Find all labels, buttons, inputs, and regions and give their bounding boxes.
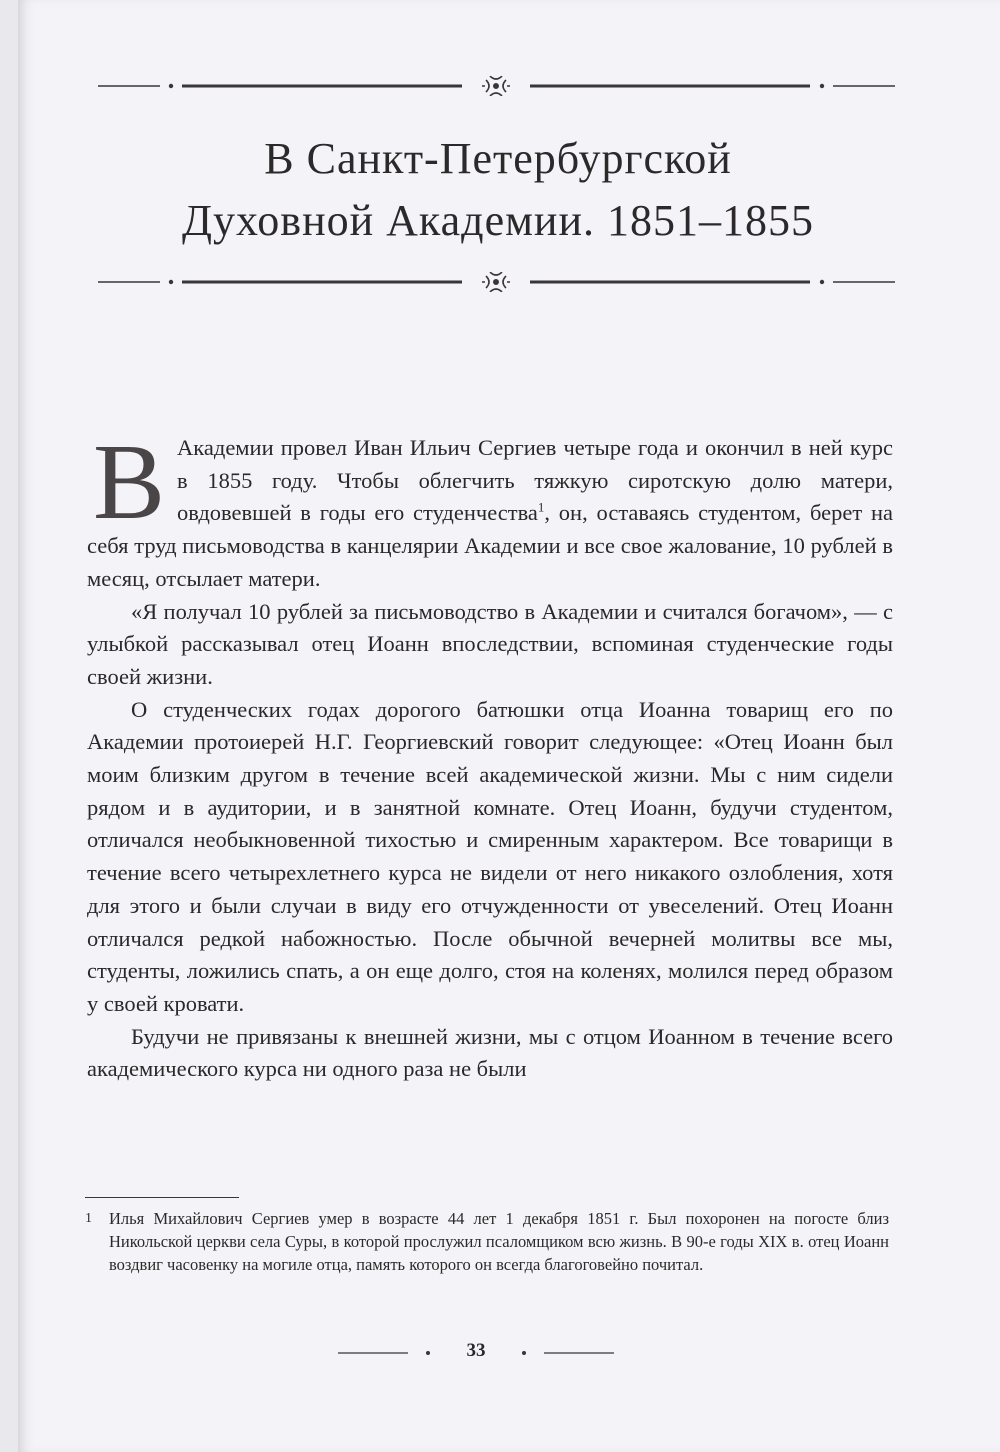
ornament-divider-icon — [98, 272, 895, 292]
footnote-separator — [85, 1197, 239, 1198]
chapter-title-line-1: В Санкт-Петербургской — [264, 134, 732, 183]
ornament-divider-icon — [98, 76, 895, 96]
title-ornament-rule — [98, 272, 895, 292]
paragraph-4: Будучи не привязаны к внешней жизни, мы с отцом Иоанном в течение всего академического курса ни одного раза не были — [87, 1023, 893, 1082]
footnote-text: Илья Михайлович Сергиев умер в возрасте 44 лет 1 декабря 1851 г. Был похоронен на погосте близ Никольской церкви села Суры, в которой прослужил псаломщиком всю жизнь. В 90-е годы XIX в. отец Иоанн воздвиг часовенку на могиле отца, память которого он всегда благоговейно почитал. — [109, 1209, 889, 1274]
main-text — [87, 423, 893, 1086]
chapter-title-line-2: Духовной Академии. 1851–1855 — [181, 196, 815, 245]
paragraph-2: «Я получал 10 рублей за письмоводство в Академии и считался богачом», — с улыбкой рассказывал отец Иоанн впоследствии, вспоминая студенческие годы своей жизни. — [87, 598, 893, 689]
footnote-number: 1 — [85, 1211, 92, 1226]
paragraph-3: О студенческих годах дорогого батюшки отца Иоанна товарищ его по Академии протоиерей Н.Г. Георгиевский говорит следующее: «Отец Иоанн был моим близким другом в течение всей академической жизни. Мы с ним сидели рядом и в аудитории, и в занятной комнате. Отец Иоанн, будучи студентом, отличался необыкновенной тихостью и смиренным характером. Все товарищи в течение всего четырехлетнего курса не видели от него никакого озлобления, хотя для этого и были случаи в виду его отчужденности от увеселений. Отец Иоанн отличался редкой набожностью. После обычной вечерней молитвы все мы, студенты, ложились спать, а он еще долго, стоя на коленях, молился перед образом у своей кровати. — [87, 696, 893, 1016]
page-number: 33 — [466, 1340, 486, 1361]
paragraph-1-rest: , он, оставаясь студентом, берет на себя труд письмоводства в канцелярии Академии и все свое жалование, 10 рублей в месяц, отсылает матери. — [87, 500, 893, 591]
page-footer — [338, 1338, 614, 1368]
footnote-reference[interactable]: 1 — [537, 499, 545, 515]
top-ornament-rule — [98, 76, 895, 96]
chapter-title — [78, 128, 918, 252]
footnote — [85, 1207, 893, 1276]
paragraph-1-text: Академии провел Иван Ильич Сергиев четыре года и окончил в ней курс в 1855 году. Чтобы облегчить тяжкую сиротскую долю матери, овдовевшей в годы его студенчества — [177, 435, 893, 526]
book-page — [18, 0, 1000, 1452]
paragraph-1 — [87, 423, 893, 596]
drop-cap: В — [93, 423, 166, 542]
